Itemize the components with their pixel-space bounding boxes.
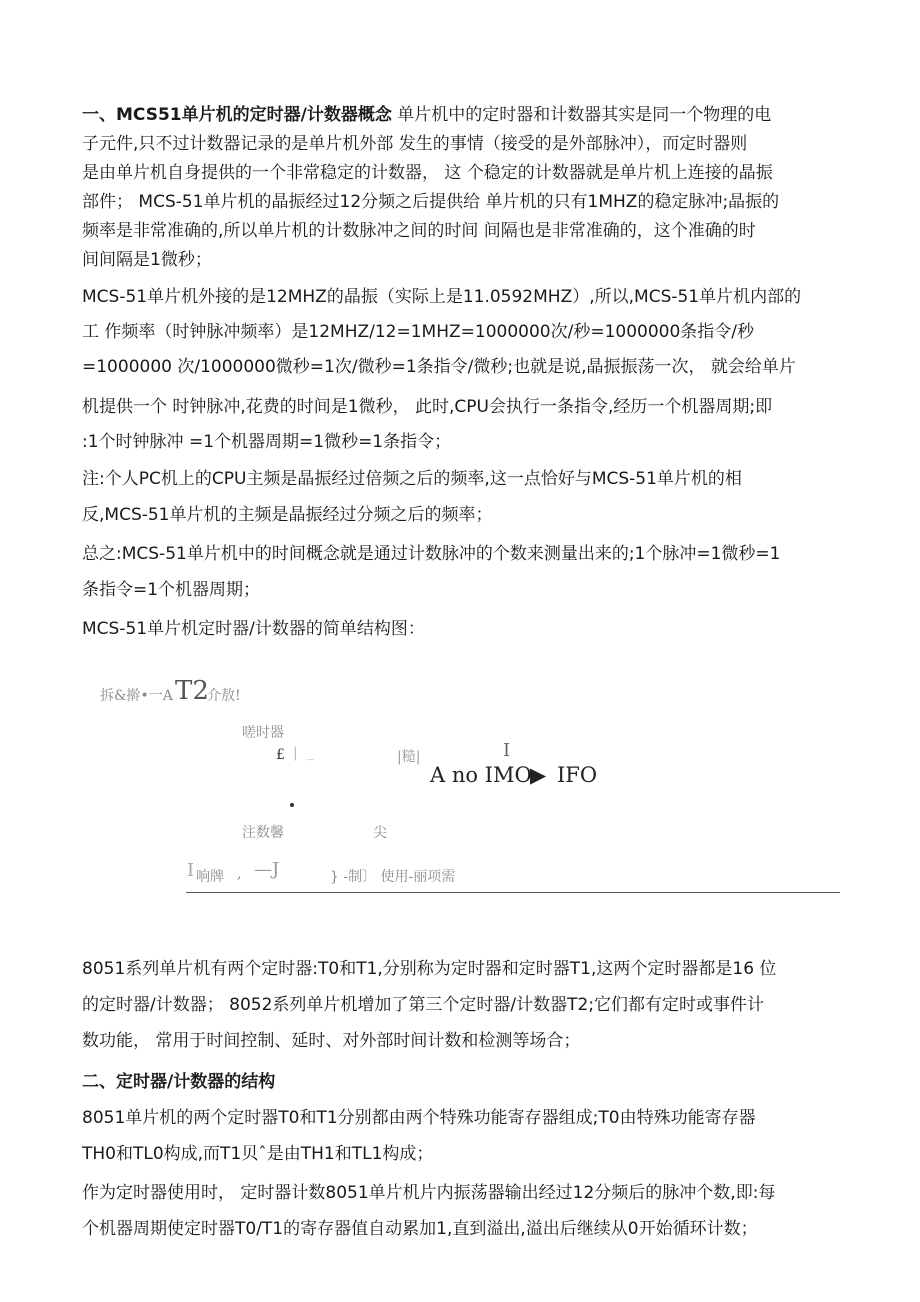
diagram-box: |糙| xyxy=(397,749,421,765)
diagram-underscore: _ xyxy=(307,745,314,761)
diagram-dot xyxy=(290,803,294,807)
sec1-line-10: 机提供一个 时钟脉冲,花费的时间是1微秒， 此时,CPU会执行一条指令,经历一个机器周期;即 xyxy=(82,397,773,417)
sec1-line-12: 注:个人PC机上的CPU主频是晶振经过倍频之后的频率,这一点恰好与MCS-51单片机的相 xyxy=(82,469,742,489)
diagram-top-suffix: 介敖! xyxy=(207,688,241,704)
diagram-bottom-label-1: 响牌 xyxy=(196,869,224,885)
sec1-line-3: 是由单片机自身提供的一个非常稳定的计数器， 这 个稳定的计数器就是单片机上连接的晶振 xyxy=(82,163,773,183)
sec3-line-1: 8051单片机的两个定时器T0和T1分别都由两个特殊功能寄存器组成;T0由特殊功能寄存器 xyxy=(82,1108,756,1128)
diagram-baseline xyxy=(186,892,840,893)
diagram-counter-label: 注数馨 xyxy=(242,825,284,841)
sec1-line-4: 部件； MCS-51单片机的晶振经过12分频之后提供给 单片机的只有1MHZ的稳定脉冲;晶振的 xyxy=(82,192,780,212)
diagram-ibar: I xyxy=(503,740,511,761)
sec1-line-1-text: 单片机中的定时器和计数器其实是同一个物理的电 xyxy=(391,105,772,125)
diagram-bottom-i: I xyxy=(187,860,195,881)
sec3-line-4: 个机器周期使定时器T0/T1的寄存器值自动累加1,直到溢出,溢出后继续从0开始循环计数； xyxy=(82,1219,758,1239)
sec1-line-8: 工 作频率（时钟脉冲频率）是12MHZ/12=1MHZ=1000000次/秒=1000000条指令/秒 xyxy=(82,322,755,342)
sec2-line-1: 8051系列单片机有两个定时器:T0和T1,分别称为定时器和定时器T1,这两个定时器都是16 位 xyxy=(82,959,777,979)
diagram-flow-a: A no IMO xyxy=(430,763,532,787)
sec1-line-11: :1个时钟脉冲 =1个机器周期=1微秒=1条指令； xyxy=(82,432,452,452)
sec1-line-5: 频率是非常准确的,所以单片机的计数脉冲之间的时间 间隔也是非常准确的，这个准确的时 xyxy=(82,221,756,241)
diagram-bottom-j: —J xyxy=(254,859,280,880)
diagram-arrow: ▶ xyxy=(530,763,547,787)
sec3-line-2: TH0和TL0构成,而T1贝ˆ是由TH1和TL1构成； xyxy=(82,1144,434,1164)
sec2-line-3: 数功能， 常用于时间控制、延时、对外部时间计数和检测等场合； xyxy=(82,1031,581,1051)
sec3-line-3: 作为定时器使用时， 定时器计数8051单片机片内振荡器输出经过12分频后的脉冲个数,即:每 xyxy=(82,1183,776,1203)
diagram-t2-label: T2 xyxy=(175,676,209,706)
diagram-bar: | xyxy=(293,745,298,761)
diagram-jian: 尖 xyxy=(373,825,387,841)
sec1-line-9: =1000000 次/1000000微秒=1次/微秒=1条指令/微秒;也就是说,晶振振荡一次， 就会给单片 xyxy=(82,357,796,377)
sec1-line-16: MCS-51单片机定时器/计数器的简单结构图： xyxy=(82,619,425,639)
diagram-flow-b: IFO xyxy=(557,763,598,787)
sec1-heading: 一、MCS51单片机的定时器/计数器概念 xyxy=(82,105,392,125)
sec1-line-7: MCS-51单片机外接的是12MHZ的晶振（实际上是11.0592MHZ）,所以,MCS-51单片机内部的 xyxy=(82,287,802,307)
sec1-line-2: 子元件,只不过计数器记录的是单片机外部 发生的事情（接受的是外部脉冲），而定时器则 xyxy=(82,134,748,154)
sec1-line-6: 间间隔是1微秒； xyxy=(82,250,212,270)
sec1-line-14: 总之:MCS-51单片机中的时间概念就是通过计数脉冲的个数来测量出来的;1个脉冲=1微秒=1 xyxy=(82,544,781,564)
sec1-line-15: 条指令=1个机器周期； xyxy=(82,580,261,600)
diagram-timer-label: 嗟时器 xyxy=(242,725,284,741)
diagram-bottom-comma: , xyxy=(237,866,242,882)
sec2-line-2: 的定时器/计数器； 8052系列单片机增加了第三个定时器/计数器T2;它们都有定时或事件计 xyxy=(82,995,765,1015)
diagram-pound: £ xyxy=(276,747,285,763)
sec1-line-1 xyxy=(82,101,842,129)
sec3-heading: 二、定时器/计数器的结构 xyxy=(82,1072,276,1092)
sec1-line-13: 反,MCS-51单片机的主频是晶振经过分频之后的频率； xyxy=(82,505,493,525)
diagram-top-label: 拆&擀•一A xyxy=(100,688,173,704)
diagram-bottom-label-2: } -制〕 使用-丽项需 xyxy=(330,869,456,885)
